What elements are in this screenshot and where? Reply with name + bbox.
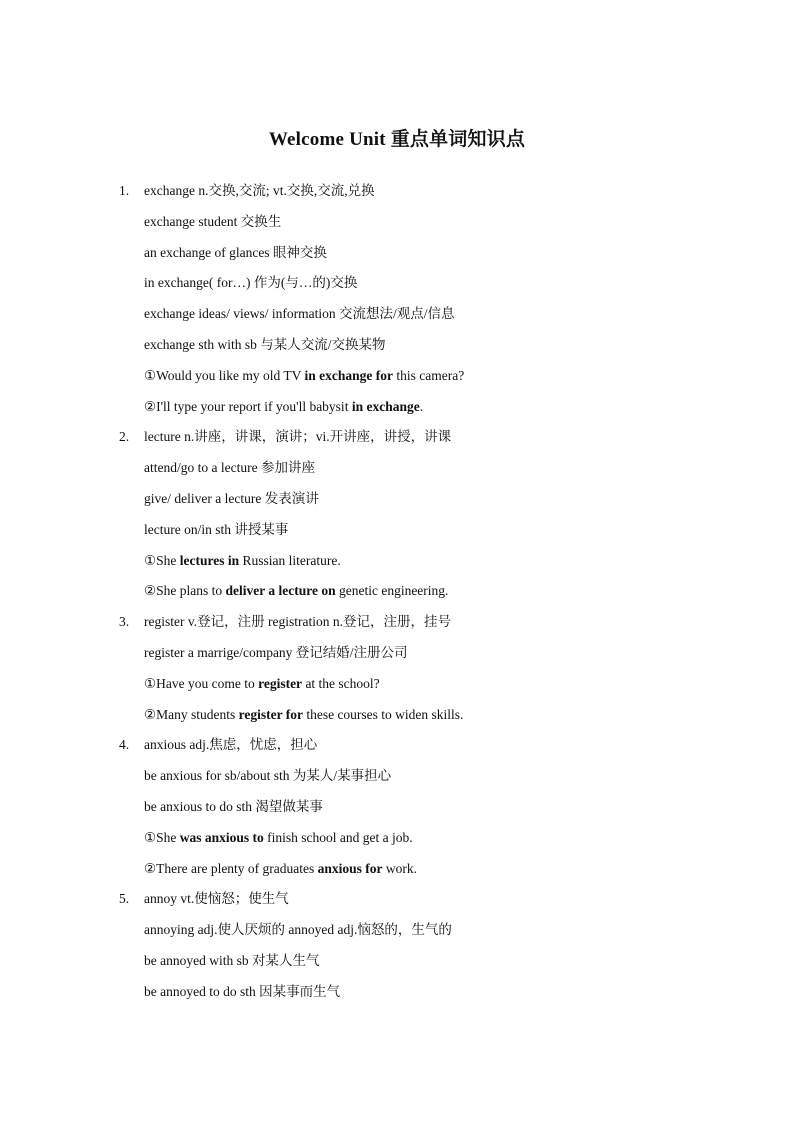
example-text: finish school and get a job. xyxy=(263,829,413,845)
example-sentence xyxy=(119,672,719,703)
example-text: She xyxy=(156,552,180,568)
entry-phrase: register a marrige/company 登记结婚/注册公司 xyxy=(144,644,408,660)
example-marker: ② xyxy=(144,860,157,876)
entry-headword-line xyxy=(119,610,719,641)
entry-headword-line xyxy=(119,887,719,918)
entry-phrase: be anxious for sb/about sth 为某人/某事担心 xyxy=(144,768,392,784)
entry-headword: anxious adj.焦虑，忧虑，担心 xyxy=(144,737,318,753)
example-text: work. xyxy=(382,860,418,876)
example-marker: ① xyxy=(144,675,157,691)
example-key-phrase: lectures in xyxy=(179,552,240,568)
example-key-phrase: deliver a lecture on xyxy=(225,583,336,599)
entry-phrase: exchange sth with sb 与某人交流/交换某物 xyxy=(144,336,386,352)
entry-phrase: be anxious to do sth 渴望做某事 xyxy=(144,798,323,814)
entry-headword: register v.登记，注册 registration n.登记，注册，挂号 xyxy=(144,614,451,630)
example-key-phrase: register xyxy=(258,675,303,691)
example-sentence xyxy=(119,549,719,580)
example-marker: ① xyxy=(144,552,157,568)
example-text: There are plenty of graduates xyxy=(156,860,318,876)
example-key-phrase: anxious for xyxy=(317,860,383,876)
example-text: Would you like my old TV xyxy=(156,367,305,383)
example-text: these courses to widen skills. xyxy=(302,706,464,722)
entry-number: 2. xyxy=(119,429,130,445)
example-text: She xyxy=(156,829,180,845)
example-text: . xyxy=(419,398,424,414)
entry-number: 5. xyxy=(119,891,130,907)
entry-phrase: exchange ideas/ views/ information 交流想法/观点/信息 xyxy=(144,306,455,322)
entry-phrase: attend/go to a lecture 参加讲座 xyxy=(144,460,315,476)
entry-phrase: an exchange of glances 眼神交换 xyxy=(144,244,327,260)
example-sentence xyxy=(119,703,719,734)
example-key-phrase: in exchange xyxy=(351,398,420,414)
example-marker: ① xyxy=(144,829,157,845)
entry-number: 3. xyxy=(119,614,130,630)
example-text: Have you come to xyxy=(156,675,259,691)
example-marker: ① xyxy=(144,367,157,383)
example-key-phrase: register for xyxy=(238,706,303,722)
entry-headword: annoy vt.使恼怒；使生气 xyxy=(144,891,289,907)
example-text: She plans to xyxy=(156,583,226,599)
example-text: genetic engineering. xyxy=(335,583,449,599)
entry-phrase: in exchange( for…) 作为(与…的)交换 xyxy=(144,275,358,291)
example-marker: ② xyxy=(144,583,157,599)
entry-number: 1. xyxy=(119,183,130,198)
example-sentence xyxy=(119,395,719,426)
entry-phrase: be annoyed to do sth 因某事而生气 xyxy=(144,983,341,999)
example-text: this camera? xyxy=(393,367,465,383)
example-key-phrase: in exchange for xyxy=(304,367,394,383)
vocabulary-list xyxy=(119,179,719,1011)
entry-headword-line xyxy=(119,425,719,456)
example-sentence xyxy=(119,364,719,395)
example-marker: ② xyxy=(144,706,157,722)
entry-number: 4. xyxy=(119,737,130,753)
entry-phrase: exchange student 交换生 xyxy=(144,213,282,229)
example-sentence xyxy=(119,579,719,610)
entry-headword: lecture n.讲座，讲课，演讲；vi.开讲座，讲授，讲课 xyxy=(144,429,452,445)
example-text: I'll type your report if you'll babysit xyxy=(156,398,352,414)
example-sentence xyxy=(119,857,719,888)
entry-headword-line xyxy=(119,733,719,764)
example-key-phrase: was anxious to xyxy=(179,829,264,845)
entry-headword-line xyxy=(119,179,719,210)
example-text: Many students xyxy=(156,706,239,722)
example-marker: ② xyxy=(144,398,157,414)
entry-phrase: give/ deliver a lecture 发表演讲 xyxy=(144,490,319,506)
entry-phrase: annoying adj.使人厌烦的 annoyed adj.恼怒的，生气的 xyxy=(144,922,452,938)
entry-phrase: lecture on/in sth 讲授某事 xyxy=(144,521,289,537)
example-text: at the school? xyxy=(302,675,380,691)
example-sentence xyxy=(119,826,719,857)
example-text: Russian literature. xyxy=(239,552,341,568)
entry-phrase: be annoyed with sb 对某人生气 xyxy=(144,952,320,968)
page-title: Welcome Unit 重点单词知识点 xyxy=(268,129,526,150)
entry-headword: exchange n.交换,交流; vt.交换,交流,兑换 xyxy=(144,183,375,198)
